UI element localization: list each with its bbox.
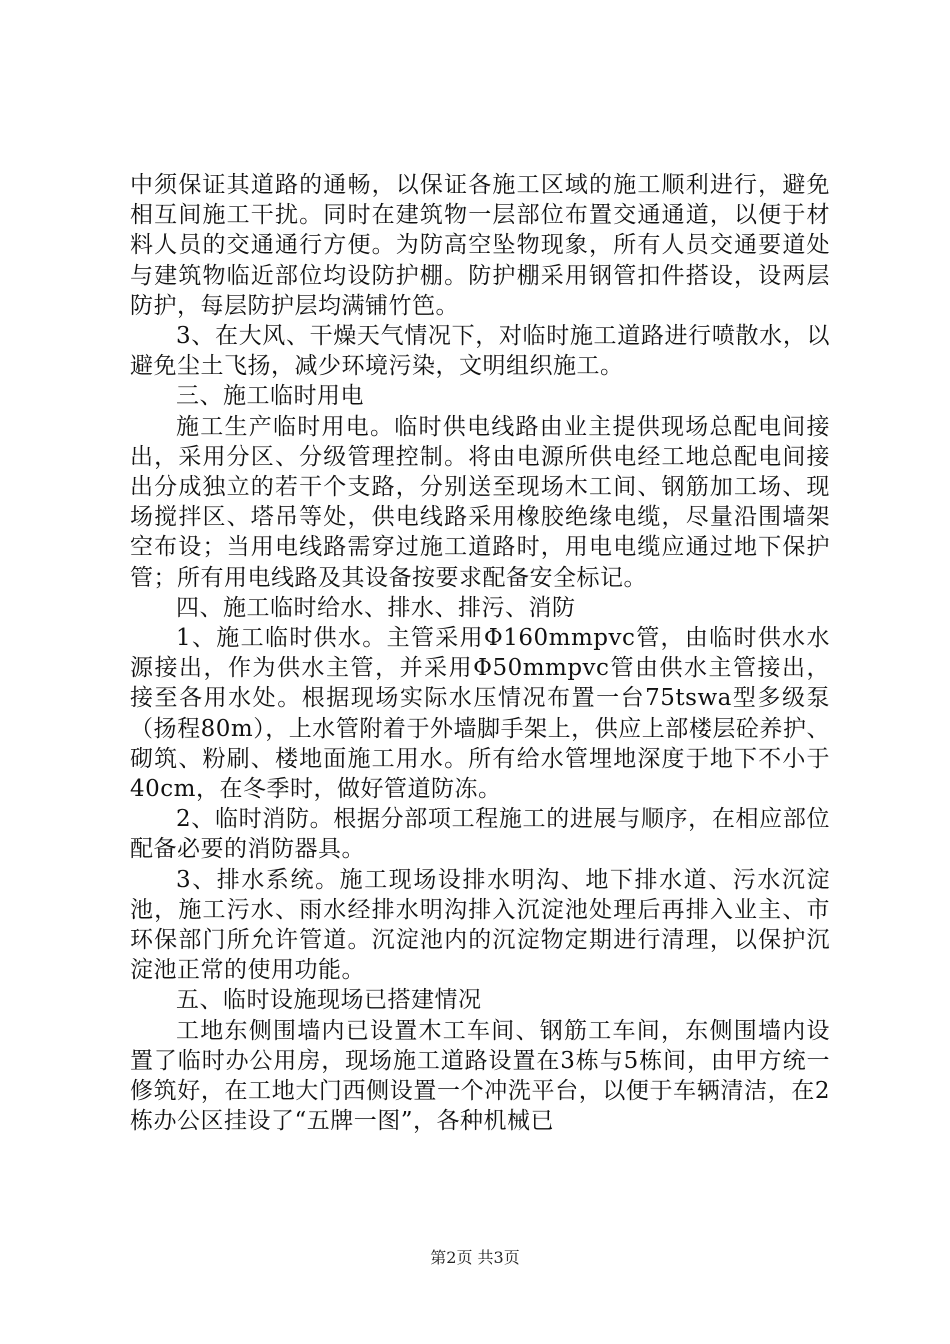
- page-number-footer: 第2页 共3页: [430, 1248, 520, 1267]
- section-heading: 三、施工临时用电: [176, 383, 364, 410]
- section-heading: 五、临时设施现场已搭建情况: [176, 987, 482, 1014]
- paragraph-item: 2、临时消防。根据分部项工程施工的进展与顺序，在相应部位配备必要的消防器具。: [130, 806, 830, 863]
- paragraph-body: 工地东侧围墙内已设置木工车间、钢筋工车间，东侧围墙内设置了临时办公用房，现场施工道路设置在3栋与5栋间，由甲方统一修筑好，在工地大门西侧设置一个冲洗平台，以便于车辆清洁，在2栋办公区挂设了“五牌一图”，各种机械已: [130, 1017, 830, 1135]
- paragraph-item: 1、施工临时供水。主管采用Φ160mmpvc管，由临时供水水源接出，作为供水主管，并采用Φ50mmpvc管由供水主管接出，接至各用水处。根据现场实际水压情况布置一台75tswa型多级泵（扬程80m），上水管附着于外墙脚手架上，供应上部楼层砼养护、砌筑、粉刷、楼地面施工用水。所有给水管埋地深度于地下不小于40cm，在冬季时，做好管道防冻。: [130, 625, 830, 803]
- section-heading: 四、施工临时给水、排水、排污、消防: [176, 594, 576, 621]
- document-body: [130, 170, 830, 1137]
- paragraph-body: 施工生产临时用电。临时供电线路由业主提供现场总配电间接出，采用分区、分级管理控制。将由电源所供电经工地总配电间接出分成独立的若干个支路，分别送至现场木工间、钢筋加工场、现场搅拌区、塔吊等处，供电线路采用橡胶绝缘电缆，尽量沿围墙架空布设；当用电线路需穿过施工道路时，用电电缆应通过地下保护管；所有用电线路及其设备按要求配备安全标记。: [130, 413, 830, 591]
- paragraph-item: 3、排水系统。施工现场设排水明沟、地下排水道、污水沉淀池，施工污水、雨水经排水明沟排入沉淀池处理后再排入业主、市环保部门所允许管道。沉淀池内的沉淀物定期进行清理，以保护沉淀池正常的使用功能。: [130, 866, 830, 984]
- paragraph-item: 3、在大风、干燥天气情况下，对临时施工道路进行喷散水，以避免尘土飞扬，减少环境污染，文明组织施工。: [130, 323, 830, 380]
- paragraph-continuation: 中须保证其道路的通畅，以保证各施工区域的施工顺利进行，避免相互间施工干扰。同时在建筑物一层部位布置交通通道，以便于材料人员的交通通行方便。为防高空坠物现象，所有人员交通要道处与建筑物临近部位均设防护棚。防护棚采用钢管扣件搭设，设两层防护，每层防护层均满铺竹笆。: [130, 172, 830, 319]
